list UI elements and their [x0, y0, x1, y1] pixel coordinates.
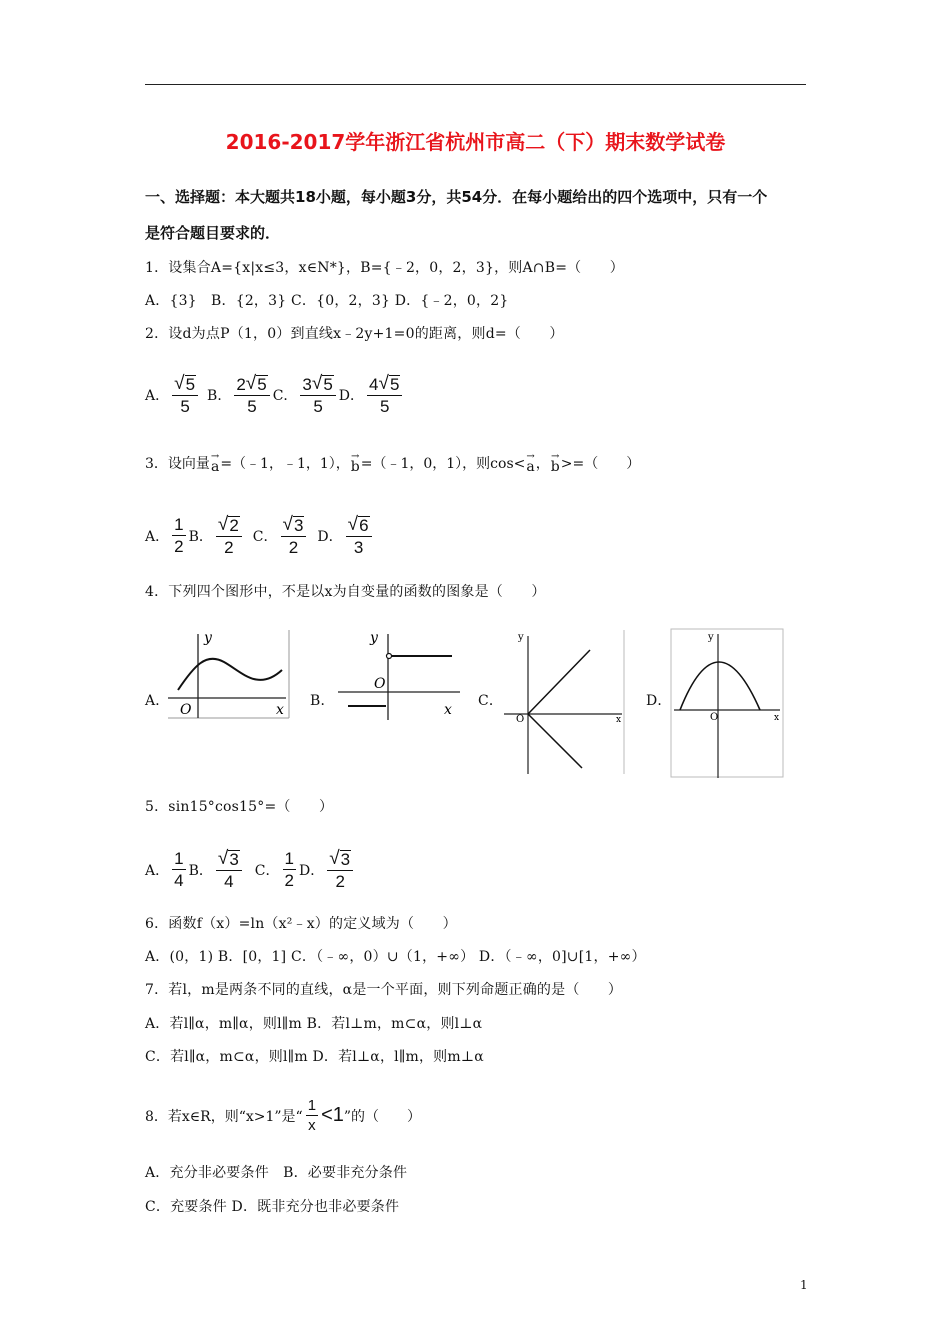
svg-text:x: x	[774, 713, 780, 723]
q2-frac-d: 4 √ 5 5	[367, 374, 402, 415]
vector-b-2: → b	[550, 451, 560, 475]
page-title: 2016-2017学年浙江省杭州市高二（下）期末数学试卷	[225, 130, 726, 154]
vector-a-2: → a	[526, 451, 535, 475]
svg-text:x: x	[616, 715, 622, 725]
svg-text:O: O	[516, 714, 525, 725]
q4-label-a: A．	[145, 693, 170, 709]
q2-label-c: C．	[272, 387, 298, 404]
svg-text:O: O	[374, 676, 386, 692]
q7-options-line2: C．若l∥α，m⊂α，则l∥m D．若l⊥α，l∥m，则m⊥α	[145, 1049, 484, 1065]
q8-options-line1: A．充分非必要条件 B．必要非充分条件	[145, 1165, 408, 1181]
svg-text:x: x	[444, 702, 452, 718]
q4-graph-c	[500, 628, 626, 774]
q5-stem: 5．sin15°cos15°=（ ）	[145, 799, 334, 815]
svg-text:y: y	[204, 630, 212, 646]
q4-label-c: C．	[478, 693, 504, 709]
q1-options: A．{3} B．{2，3} C．{0，2，3} D．{﹣2，0，2}	[145, 293, 509, 309]
q7-options-line1: A．若l∥α，m∥α，则l∥m B．若l⊥m，m⊂α，则l⊥α	[145, 1016, 483, 1032]
q7-stem: 7．若l，m是两条不同的直线，α是一个平面，则下列命题正确的是（ ）	[145, 982, 623, 998]
q2-options	[145, 374, 405, 415]
q8-options-line2: C．充要条件 D．既非充分也非必要条件	[145, 1199, 400, 1215]
q3-options: A． $\frac{1}{2}$ B． √ 2 2 C． √ 3 2 D． √ 6 3	[145, 515, 375, 556]
q4-graph-a	[166, 628, 291, 720]
q6-options: A．(0，1) B．[0，1] C．（﹣∞，0）∪（1，+∞） D．（﹣∞，0]∪[1，+∞）	[145, 949, 646, 965]
q8-frac: $\frac{1}{x}$	[307, 1097, 317, 1134]
svg-text:O: O	[710, 712, 719, 723]
q2-frac-b: 2 √ 5 5	[234, 374, 269, 415]
q5-frac-a: $\frac{1}{4}$	[174, 849, 184, 890]
q5-frac-c: $\frac{1}{2}$	[284, 849, 294, 890]
page-number: 1	[800, 1278, 808, 1292]
q5-frac-d: √ 3 2	[327, 849, 353, 890]
q6-stem: 6．函数f（x）=ln（x²﹣x）的定义域为（ ）	[145, 916, 457, 932]
svg-text:y: y	[708, 632, 714, 643]
q5-frac-b: √ 3 4	[216, 849, 242, 890]
q3-stem: 3．设向量 → a =（﹣1，﹣1，1）， → b =（﹣1，0，1），则cos< → a ， → b >=（ ）	[145, 451, 641, 475]
q3-frac-c: √ 3 2	[281, 515, 307, 556]
q4-label-b: B．	[310, 693, 335, 709]
q2-label-b: B．	[207, 387, 232, 404]
q3-frac-b: √ 2 2	[216, 515, 242, 556]
q3-frac-a: $\frac{1}{2}$	[174, 515, 184, 556]
vector-b: → b	[350, 451, 360, 475]
svg-text:y: y	[518, 632, 524, 643]
section-heading-line1: 一、选择题：本大题共18小题，每小题3分，共54分．在每小题给出的四个选项中，只有一个	[145, 188, 768, 206]
q2-label-d: D．	[338, 387, 365, 404]
q4-graph-d	[670, 628, 784, 778]
q2-stem: 2．设d为点P（1，0）到直线x﹣2y+1=0的距离，则d=（ ）	[145, 326, 564, 342]
vector-a: → a	[210, 451, 220, 475]
header-rule	[145, 84, 806, 85]
q2-frac-a: √ 5 5	[172, 374, 198, 415]
q4-graph-b	[336, 626, 462, 720]
q5-options: A． $\frac{1}{4}$ B． √ 3 4 C． $\frac{1}{2}$ D． √ 3 2	[145, 849, 356, 890]
q4-label-d: D．	[646, 693, 672, 709]
q8-stem: 8．若x∈R，则“x>1”是“ $\frac{1}{x}$ <1 ”的（ ）	[145, 1097, 422, 1134]
q2-frac-c: 3 √ 5 5	[300, 374, 335, 415]
svg-text:y: y	[370, 630, 378, 646]
q4-stem: 4．下列四个图形中，不是以x为自变量的函数的图象是（ ）	[145, 584, 546, 600]
svg-text:x: x	[276, 702, 284, 718]
q2-label-a: A．	[145, 387, 170, 404]
q1-stem: 1．设集合A={x|x≤3，x∈N*}，B={﹣2，0，2，3}，则A∩B=（ ）	[145, 260, 624, 276]
q3-frac-d: √ 6 3	[346, 515, 372, 556]
section-heading-line2: 是符合题目要求的．	[145, 224, 281, 242]
svg-text:O: O	[180, 702, 192, 718]
